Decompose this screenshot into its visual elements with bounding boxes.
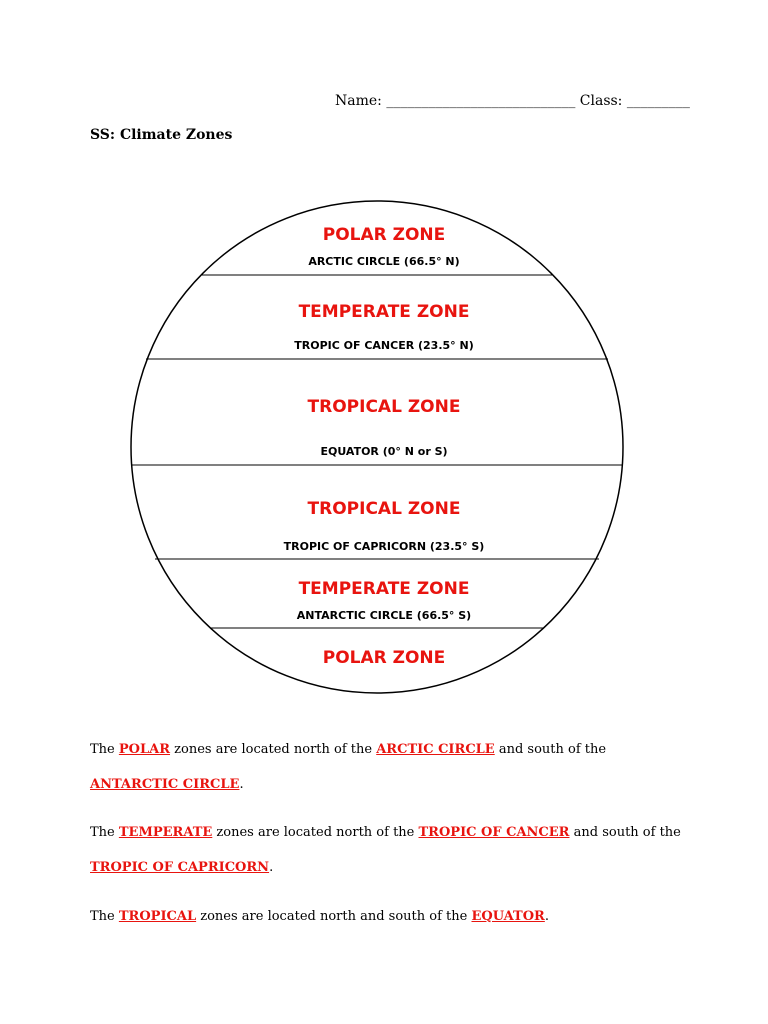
- zone-label-north-temperate: TEMPERATE ZONE: [298, 302, 470, 322]
- name-label: Name:: [335, 93, 382, 109]
- name-blank: ___________________________: [386, 93, 576, 109]
- sentence-text: .: [544, 909, 549, 924]
- answer-temperate: TEMPERATE: [118, 825, 213, 840]
- sentence-text: The: [90, 742, 119, 757]
- sentence-text: and south of the: [494, 742, 607, 757]
- answer-antarctic-circle: ANTARCTIC CIRCLE: [90, 777, 240, 792]
- line-label-antarctic-circle: ANTARCTIC CIRCLE (66.5° S): [296, 609, 472, 622]
- answer-equator: EQUATOR: [471, 909, 545, 924]
- zone-label-south-tropical: TROPICAL ZONE: [307, 499, 461, 519]
- line-label-tropic-of-cancer: TROPIC OF CANCER (23.5° N): [294, 339, 474, 352]
- sentence-text: zones are located north and south of the: [196, 909, 472, 924]
- line-label-arctic-circle: ARCTIC CIRCLE (66.5° N): [308, 255, 460, 268]
- zone-label-south-polar: POLAR ZONE: [322, 648, 446, 668]
- answer-polar: POLAR: [118, 742, 171, 757]
- answer-tropic-of-cancer: TROPIC OF CANCER: [418, 825, 570, 840]
- line-label-equator: EQUATOR (0° N or S): [320, 445, 448, 458]
- sentence-text: zones are located north of the: [170, 742, 377, 757]
- sentence-text: and south of the: [569, 825, 681, 840]
- sentence-tropical: [90, 899, 690, 934]
- answer-tropical: TROPICAL: [118, 909, 197, 924]
- answer-arctic-circle: ARCTIC CIRCLE: [376, 742, 495, 757]
- document-title: SS: Climate Zones: [90, 127, 233, 143]
- sentence-temperate: [90, 815, 690, 885]
- class-blank: _________: [626, 93, 690, 109]
- sentence-text: .: [269, 860, 274, 875]
- zone-label-south-temperate: TEMPERATE ZONE: [298, 579, 470, 599]
- sentence-text: zones are located north of the: [212, 825, 419, 840]
- zone-label-north-tropical: TROPICAL ZONE: [307, 397, 461, 417]
- sentence-text: .: [239, 777, 244, 792]
- sentence-polar: [90, 732, 690, 802]
- sentence-text: The: [90, 909, 119, 924]
- class-label: Class:: [579, 93, 623, 109]
- answer-tropic-of-capricorn: TROPIC OF CAPRICORN: [90, 860, 270, 875]
- zone-label-north-polar: POLAR ZONE: [322, 225, 446, 245]
- sentence-text: The: [90, 825, 119, 840]
- line-label-tropic-of-capricorn: TROPIC OF CAPRICORN (23.5° S): [283, 540, 485, 553]
